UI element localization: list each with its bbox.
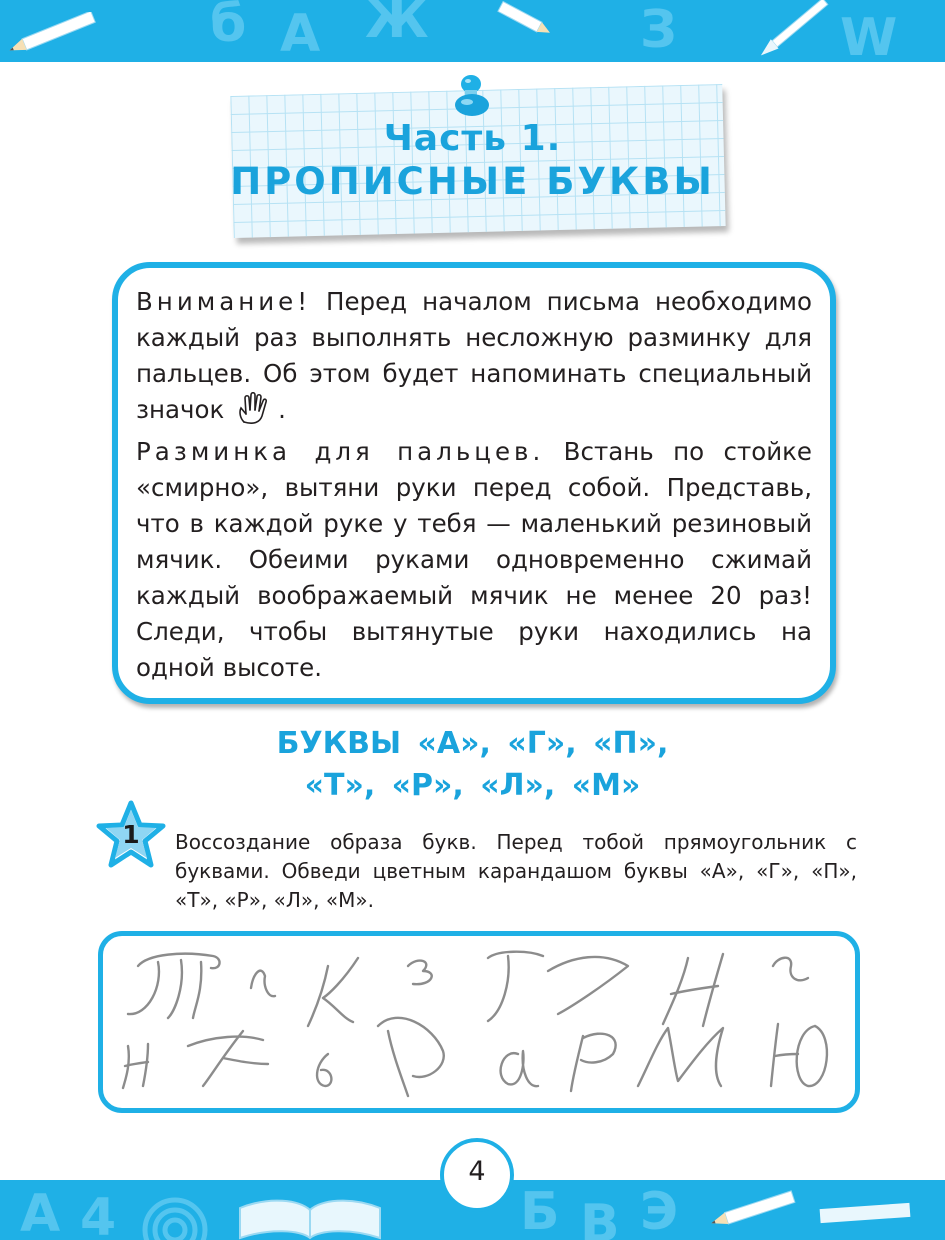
cursive-letter-shape	[501, 1051, 538, 1086]
brush-icon	[740, 0, 840, 62]
cursive-letter-shape	[488, 956, 509, 1021]
cursive-letters-drawing	[103, 936, 855, 1108]
cursive-letter-shape	[773, 958, 808, 981]
section-title-line2: «Т», «Р», «Л», «М»	[304, 768, 641, 803]
pencil-icon	[495, 0, 555, 40]
cursive-letter-shape	[548, 957, 628, 1014]
cursive-letter-shape	[797, 1026, 827, 1086]
band-letter-decoration: Э	[640, 1182, 679, 1240]
task-text: Воссоздание образа букв. Перед тобой прямоугольник с буквами. Обведи цветным карандашом буквы «А», «Г», «П», «Т», «Р», «Л», «М».	[175, 830, 857, 912]
section-title-line1: БУКВЫ «А», «Г», «П»,	[276, 726, 669, 761]
cursive-letter-shape	[775, 1054, 798, 1056]
notice-paragraph-warmup	[136, 434, 812, 686]
page-title: ПРОПИСНЫЕ БУКВЫ	[230, 160, 715, 203]
attention-text: Перед началом письма необходимо каждый раз выполнять несложную разминку для пальцев. Об этом будет напоминать специальный значок	[136, 287, 812, 424]
cursive-letter-shape	[378, 1018, 444, 1077]
cursive-letter-shape	[388, 1031, 408, 1096]
band-letter-decoration: Б	[520, 1182, 560, 1240]
cursive-letter-shape	[703, 954, 723, 1026]
pencil-icon	[0, 12, 110, 52]
cursive-letter-shape	[488, 952, 543, 958]
cursive-letter-shape	[571, 1036, 583, 1091]
ruler-decoration	[820, 1203, 911, 1223]
hand-icon	[232, 392, 278, 428]
band-letter-decoration: А	[280, 4, 321, 62]
notice-paragraph-attention	[136, 284, 812, 428]
attention-end: .	[278, 395, 286, 424]
band-letter-decoration: Ж	[365, 0, 429, 50]
spiral-decoration	[140, 1190, 210, 1240]
band-letter-decoration: З	[640, 0, 677, 60]
top-decorative-band	[0, 0, 945, 62]
cursive-letter-shape	[223, 1058, 268, 1064]
cursive-letter-shape	[638, 1028, 723, 1086]
band-letter-decoration: А	[20, 1184, 61, 1240]
band-letter-decoration: б	[210, 0, 247, 54]
cursive-letter-shape	[143, 1044, 148, 1086]
pushpin-icon	[450, 72, 492, 122]
warmup-lead: Разминка для пальцев.	[136, 437, 545, 466]
cursive-letters-box	[98, 931, 860, 1113]
task-number: 1	[122, 820, 140, 849]
cursive-letter-shape	[408, 961, 432, 985]
band-letter-decoration: В	[580, 1194, 620, 1240]
cursive-letter-shape	[251, 971, 275, 997]
page-number: 4	[468, 1156, 486, 1187]
cursive-letter-shape	[317, 1054, 331, 1086]
cursive-letter-shape	[138, 954, 220, 969]
cursive-letter-shape	[193, 962, 201, 1018]
part-label: Часть 1.	[383, 118, 562, 159]
book-icon	[230, 1188, 390, 1240]
band-letter-decoration: 4	[80, 1188, 117, 1240]
warmup-text: Встань по стойке «смирно», вытяни руки перед собой. Представь, что в каждой руке у тебя — маленький резиновый мячик. Обеими руками одновременно сжимай каждый воображаемый мячик не менее 20 раз! Следи, чтобы вытянутые руки находились на одной высоте.	[136, 437, 812, 682]
pencil-icon	[705, 1184, 805, 1234]
band-letter-decoration: W	[840, 8, 898, 62]
attention-lead: Внимание!	[136, 287, 312, 316]
cursive-letter-shape	[128, 962, 159, 1014]
cursive-letter-shape	[168, 960, 182, 1018]
notice-box	[112, 262, 836, 704]
cursive-letter-shape	[581, 1034, 616, 1063]
cursive-letter-shape	[188, 1037, 263, 1046]
